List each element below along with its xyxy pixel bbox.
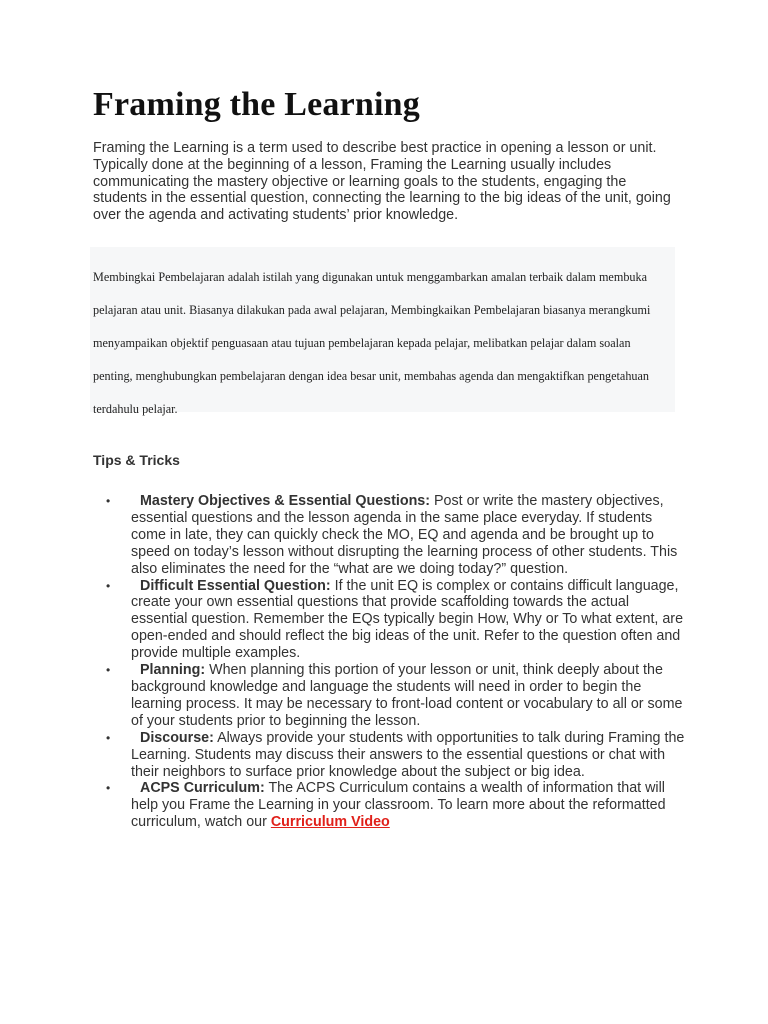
tip-text: Post or write the mastery objectives, essential questions and the lesson agenda in the same place everyday. If students come in late, they can quickly check the MO, EQ and agenda and be brought up to speed on today’s lesson without disrupting the learning process of other students. This also eliminates the need for the “what are we doing today?” question. [131,493,678,577]
translation-block [90,247,675,416]
tip-text: Always provide your students with opportunities to talk during Framing the Learning. Students may discuss their answers to the essential questions or chat with their neighbors to surface prior knowledge about the subject or big idea. [131,729,685,780]
list-item [106,780,686,831]
bullet-icon: • [106,494,111,508]
bullet-icon: • [106,663,111,678]
tip-heading: ACPS Curriculum: [140,780,265,797]
tip-heading: Difficult Essential Question: [140,577,331,594]
page-title: Framing the Learning [93,86,420,123]
tips-heading: Tips & Tricks [93,452,180,468]
list-item [106,578,686,663]
list-item [106,730,686,781]
list-item [106,493,686,578]
bullet-icon: • [106,781,111,796]
bullet-icon: • [106,730,111,745]
intro-paragraph: Framing the Learning is a term used to describe best practice in opening a lesson or unit. Typically done at the beginning of a lesson, Framing the Learning usually includes communicating the mastery objective or learning goals to the students, engaging the students in the essential question, connecting the learning to the big ideas of the unit, going over the agenda and activating students’ prior knowledge. [93,140,671,224]
tip-heading: Mastery Objectives & Essential Questions: [140,493,431,509]
curriculum-video-link[interactable]: Curriculum Video [270,814,390,831]
tip-text: The ACPS Curriculum contains a wealth of information that will help you Frame the Learning in your classroom. To learn more about the reformatted curriculum, watch our [131,780,666,831]
tip-heading: Planning: [140,662,206,679]
bullet-icon: • [106,578,111,593]
tip-heading: Discourse: [140,729,214,746]
list-item [106,662,686,730]
tip-text: When planning this portion of your lesson or unit, think deeply about the background knowledge and language the students will need in order to begin the learning process. It may be necessary to front-load content or vocabulary to all or some of your students prior to beginning the lesson. [131,662,683,729]
tip-text: If the unit EQ is complex or contains difficult language, create your own essential questions that provide scaffolding towards the actual essential question. Remember the EQs typically begin How, Why or To what extent, are open-ended and should reflect the big ideas of the unit. Refer to the question often and provide multiple examples. [131,577,684,662]
tips-list [106,493,686,831]
malay-translation-text: Membingkai Pembelajaran adalah istilah yang digunakan untuk menggambarkan amalan terbaik dalam membuka pelajaran atau unit. Biasanya dilakukan pada awal pelajaran, Membingkaikan Pembelajaran biasanya merangkumi menyampaikan objektif penguasaan atau tujuan pembelajaran kepada pelajar, melibatkan pelajar dalam soalan penting, menghubungkan pembelajaran dengan idea besar unit, membahas agenda dan mengaktifkan pengetahuan terdahulu pelajar. [93,270,651,416]
